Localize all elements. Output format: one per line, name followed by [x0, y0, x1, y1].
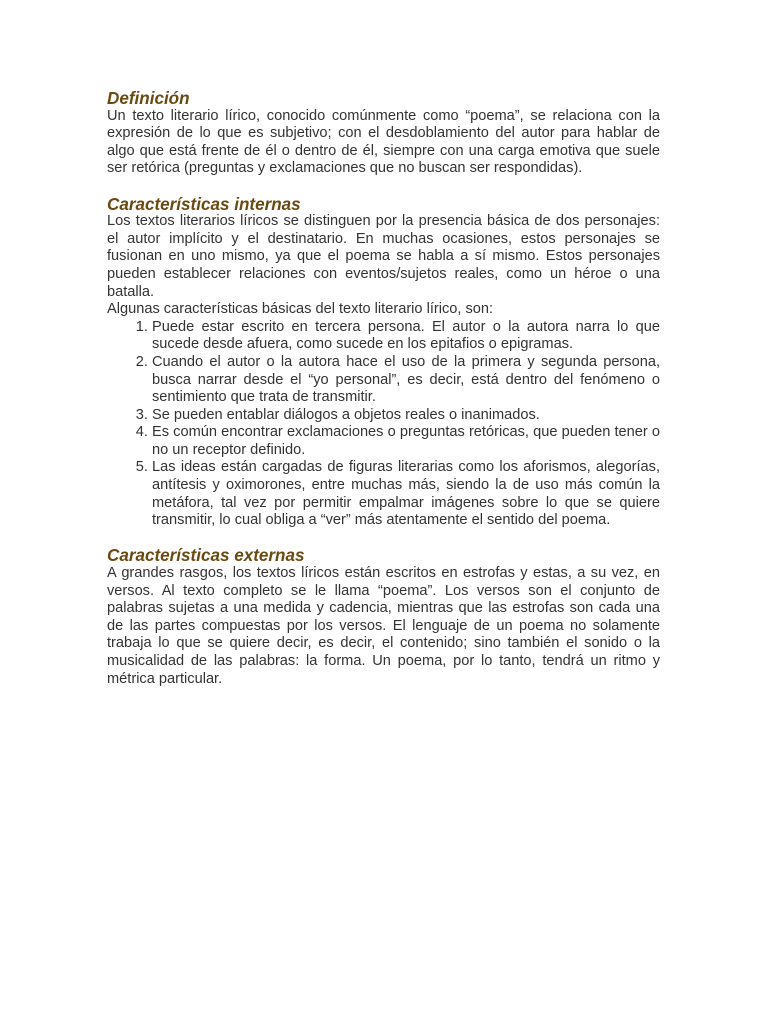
characteristics-list	[107, 319, 660, 530]
spacer	[107, 178, 660, 196]
paragraph-caracteristicas-externas: A grandes rasgos, los textos líricos están escritos en estrofas y estas, a su vez, en versos. Al texto completo se le llama “poema”. Los versos son el conjunto de palabras sujetas a una medida y cadencia, mientras que las estrofas son cada una de las partes compuestas por los versos. El lenguaje de un poema no solamente trabaja lo que se quiere decir, es decir, el contenido; sino también el sonido o la musicalidad de las palabras: la forma. Un poema, por lo tanto, tendrá un ritmo y métrica particular.	[107, 565, 660, 687]
spacer	[107, 530, 660, 548]
heading-definicion: Definición	[107, 89, 190, 108]
list-item: 2. Cuando el autor o la autora hace el uso de la primera y segunda persona, busca narrar desde el “yo personal”, es decir, está dentro del fenómeno o sentimiento que trata de transmitir.	[152, 354, 660, 407]
heading-caracteristicas-externas: Características externas	[107, 546, 305, 566]
list-item: 4. Es común encontrar exclamaciones o preguntas retóricas, que pueden tener o no un receptor definido.	[152, 424, 660, 459]
paragraph-definicion: Un texto literario lírico, conocido comúnmente como “poema”, se relaciona con la expresión de lo que es subjetivo; con el desdoblamiento del autor para hablar de algo que está frente de él o dentro de él, siempre con una carga emotiva que suele ser retórica (preguntas y exclamaciones que no buscan ser respondidas).	[107, 107, 660, 177]
list-item: 1. Puede estar escrito en tercera persona. El autor o la autora narra lo que sucede desde afuera, como sucede en los epitafios o epigramas.	[152, 319, 660, 354]
document-page	[107, 90, 660, 688]
paragraph-caracteristicas-internas: Los textos literarios líricos se distinguen por la presencia básica de dos personajes: el autor implícito y el destinatario. En muchas ocasiones, estos personajes se fusionan en uno mismo, ya que el poema se habla a sí mismo. Estos personajes pueden establecer relaciones con eventos/sujetos reales, como un héroe o una batalla.	[107, 213, 660, 300]
list-item: 5. Las ideas están cargadas de figuras literarias como los aforismos, alegorías, antítesis y oximorones, entre muchas más, siendo la de uso más común la metáfora, tal vez por permitir empalmar imágenes sobre lo que se quiere transmitir, lo cual obliga a “ver” más atentamente el sentido del poema.	[152, 459, 660, 529]
list-item: 3. Se pueden entablar diálogos a objetos reales o inanimados.	[152, 407, 660, 425]
list-intro: Algunas características básicas del texto literario lírico, son:	[107, 301, 494, 318]
heading-caracteristicas-internas: Características internas	[107, 194, 301, 214]
